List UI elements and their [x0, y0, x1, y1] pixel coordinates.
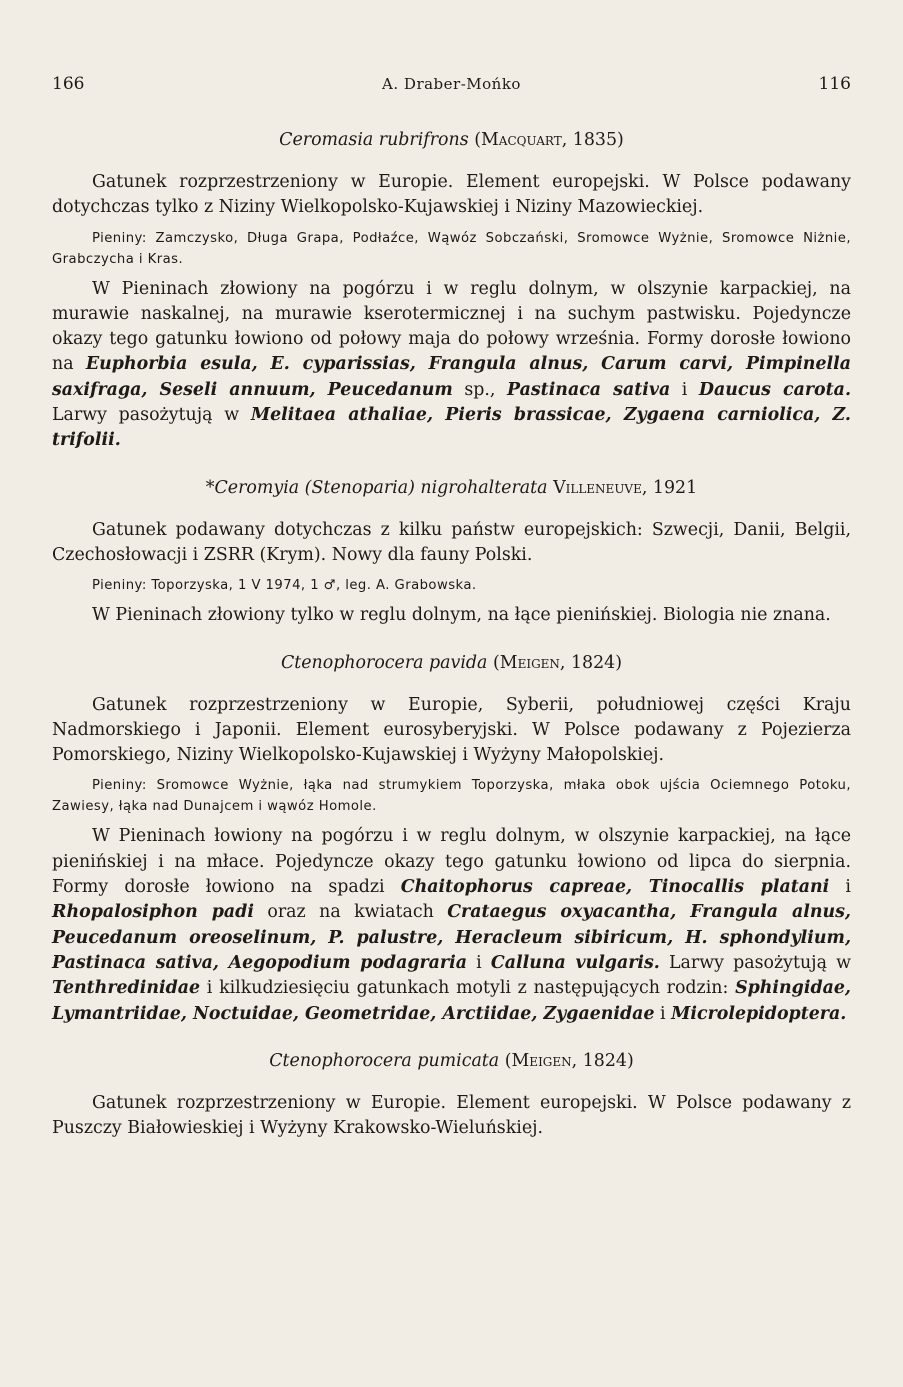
- distribution-paragraph: Gatunek rozprzestrzeniony w Europie. Element europejski. W Polsce podawany dotychczas tylko z Niziny Wielkopolsko-Kujawskiej i Niziny Mazowieckiej.: [52, 172, 851, 218]
- text-run: i kilkudziesięciu gatunkach motyli z następujących rodzin:: [200, 978, 736, 999]
- new-record-star: *: [205, 477, 215, 498]
- taxon-run: Sphingidae, Lymantriidae, Noctuidae, Geometridae, Arctiidae, Zygaenidae: [52, 978, 851, 1024]
- ecology-paragraph: [52, 277, 851, 454]
- section-gap: [52, 454, 851, 476]
- species-name: Ctenophorocera pumicata: [269, 1050, 500, 1071]
- text-run: i: [654, 1003, 672, 1024]
- species-name: Ctenophorocera pavida: [280, 652, 488, 673]
- species-heading-ctenophorocera-pumicata: [52, 1049, 851, 1074]
- species-year: , 1835): [561, 130, 624, 150]
- text-run: oraz na kwiatach: [253, 902, 448, 923]
- taxon-run: Tenthredinidae: [52, 978, 201, 999]
- taxon-run: Euphorbia esula, E. cyparissias, Frangula alnus, Carum carvi, Pimpinella saxifraga, Seseli annuum, Peucedanum: [52, 354, 851, 400]
- taxon-run: Pastinaca sativa: [507, 379, 671, 400]
- taxon-run: Chaitophorus capreae, Tinocallis platani: [400, 877, 830, 898]
- text-run: i: [829, 877, 851, 898]
- species-author: Meigen: [511, 1050, 572, 1071]
- species-year: , 1921: [641, 477, 698, 498]
- ecology-paragraph: [52, 824, 851, 1026]
- article-body: [52, 128, 851, 1141]
- paren-open: (: [492, 652, 500, 673]
- distribution-paragraph: Gatunek podawany dotychczas z kilku państw europejskich: Szwecji, Danii, Belgii, Czechosłowacji i ZSRR (Krym). Nowy dla fauny Polski.: [52, 519, 851, 565]
- taxon-run: Rhopalosiphon padi: [52, 902, 254, 923]
- running-header: [52, 74, 851, 94]
- text-run: Larwy pasożytują w: [659, 952, 851, 973]
- subgenus-name: (Stenoparia): [304, 477, 415, 498]
- taxon-run: Microlepidoptera.: [671, 1003, 847, 1024]
- text-run: Larwy pasożytują w: [52, 405, 251, 426]
- species-author: Meigen: [499, 652, 560, 673]
- text-run: W Pieninach łowiony na pogórzu i w reglu dolnym, w olszynie karpackiej, na łące pienińskiej i na młace. Pojedyncze okazy tego gatunku łowiono od lipca do sierpnia. Formy dorosłe łowiono na spadzi: [52, 826, 851, 898]
- species-heading-ctenophorocera-pavida: [52, 651, 851, 676]
- text-run: sp.,: [452, 379, 507, 400]
- paren-open: (: [474, 130, 481, 150]
- taxon-run: Calluna vulgaris.: [490, 952, 660, 973]
- species-epithet: nigrohalterata: [420, 477, 548, 498]
- species-heading-ceromyia: [52, 476, 851, 501]
- running-author: A. Draber-Mońko: [382, 75, 521, 93]
- species-heading-ceromasia: [52, 128, 851, 153]
- page-number-left: 166: [52, 74, 85, 94]
- genus-name: Ceromyia: [214, 477, 300, 498]
- taxon-run: Daucus carota.: [698, 379, 851, 400]
- paren-open: (: [504, 1050, 512, 1071]
- locality-record: Pieniny: Sromowce Wyżnie, łąka nad strumykiem Toporzyska, młaka obok ujścia Ociemnego Potoku, Zawiesy, łąka nad Dunajcem i wąwóz Homole.: [52, 778, 851, 815]
- text-run: i: [466, 952, 491, 973]
- species-author: Villeneuve: [553, 477, 642, 498]
- text-run: W Pieninach złowiony na pogórzu i w reglu dolnym, w olszynie karpackiej, na murawie naskalnej, na murawie kserotermicznej i na suchym pastwisku. Pojedyncze okazy tego gatunku łowiono od połowy maja do połowy września. Formy dorosłe łowiono na: [52, 278, 851, 375]
- ecology-paragraph: W Pieninach złowiony tylko w reglu dolnym, na łące pienińskiej. Biologia nie znana.: [92, 605, 831, 626]
- taxon-run: Melitaea athaliae, Pieris brassicae, Zygaena carniolica, Z. trifolii.: [52, 405, 851, 451]
- species-year: , 1824): [571, 1050, 634, 1071]
- section-gap: [52, 629, 851, 651]
- distribution-paragraph: Gatunek rozprzestrzeniony w Europie. Element europejski. W Polsce podawany z Puszczy Białowieskiej i Wyżyny Krakowsko-Wieluńskiej.: [52, 1092, 851, 1139]
- section-gap: [52, 1027, 851, 1049]
- species-name: Ceromasia rubrifrons: [279, 130, 469, 150]
- taxon-run: Crataegus oxyacantha, Frangula alnus, Peucedanum oreoselinum, P. palustre, Heracleum sibiricum, H. sphondylium, Pastinaca sativa, Aegopodium podagraria: [52, 902, 851, 973]
- species-author: Macquart: [480, 130, 562, 150]
- locality-record: Pieniny: Toporzyska, 1 V 1974, 1 ♂, leg. A. Grabowska.: [92, 578, 477, 594]
- species-year: , 1824): [559, 652, 623, 673]
- distribution-paragraph: Gatunek rozprzestrzeniony w Europie, Syberii, południowej części Kraju Nadmorskiego i Japonii. Element eurosyberyjski. W Polsce podawany z Pojezierza Pomorskiego, Niziny Wielkopolsko-Kujawskiej i Wyżyny Małopolskiej.: [52, 694, 851, 766]
- locality-record: Pieniny: Zamczysko, Długa Grapa, Podłaźce, Wąwóz Sobczański, Sromowce Wyżnie, Sromowce Niżnie, Grabczycha i Kras.: [52, 230, 851, 267]
- page-number-right: 116: [818, 74, 851, 94]
- text-run: i: [670, 379, 699, 400]
